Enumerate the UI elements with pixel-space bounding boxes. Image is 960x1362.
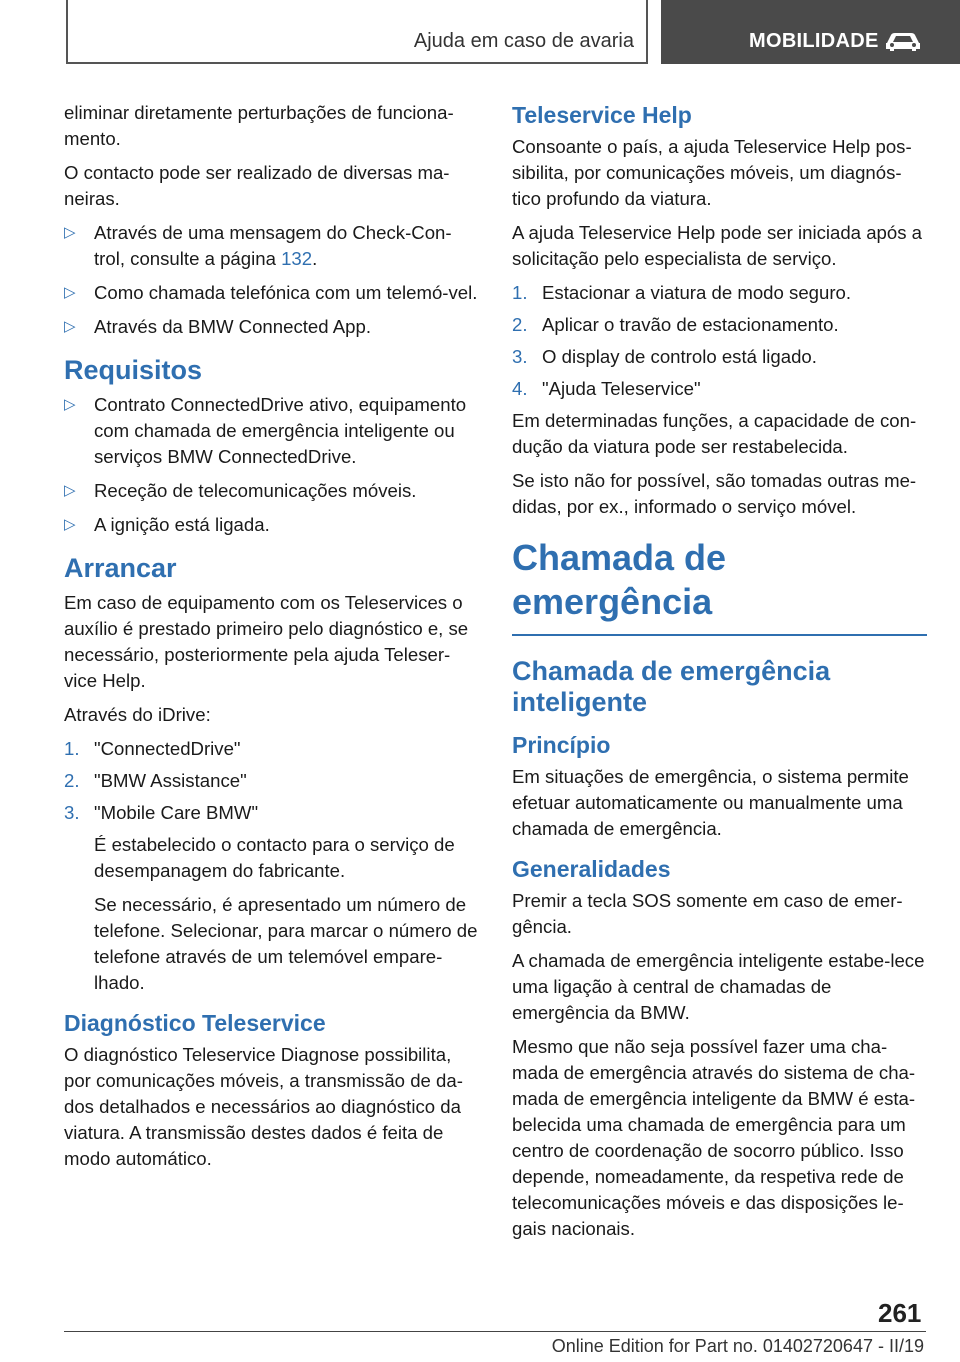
list-item <box>64 512 479 538</box>
teleservice-help-heading: Teleservice Help <box>512 102 692 128</box>
list-item <box>512 344 927 370</box>
triangle-bullet-icon: ▷ <box>64 284 76 301</box>
triangle-bullet-icon: ▷ <box>64 396 76 413</box>
arrancar-paragraph: Em caso de equipamento com os Teleservices o auxílio é prestado primeiro pelo diagnóstico e, se necessário, posteriormente pela ajuda Teleser-vice Help. <box>64 592 469 691</box>
step-number: 3. <box>512 346 528 367</box>
list-item-text: Contrato ConnectedDrive ativo, equipamento com chamada de emergência inteligente ou serviços BMW ConnectedDrive. <box>94 394 467 467</box>
requisitos-heading: Requisitos <box>64 355 203 385</box>
page-number: 261 <box>878 1298 922 1328</box>
teleservice-paragraph: A ajuda Teleservice Help pode ser iniciada após a solicitação pelo especialista de serviço. <box>512 222 923 269</box>
triangle-bullet-icon: ▷ <box>64 516 76 533</box>
step-number: 4. <box>512 378 528 399</box>
list-item <box>64 736 479 762</box>
step-number: 2. <box>64 770 80 791</box>
step-note: É estabelecido o contacto para o serviço de desempanagem do fabricante. <box>94 834 455 881</box>
header-section-box <box>66 0 648 64</box>
arrancar-heading: Arrancar <box>64 553 177 583</box>
list-item <box>64 220 479 272</box>
list-item <box>64 800 479 826</box>
step-text: "BMW Assistance" <box>94 770 247 791</box>
step-number: 1. <box>64 738 80 759</box>
requisitos-list <box>64 392 479 538</box>
triangle-bullet-icon: ▷ <box>64 224 76 241</box>
list-item <box>512 280 927 306</box>
edition-footer: Online Edition for Part no. 01402720647 - II/19 <box>551 1336 924 1356</box>
diagnostico-paragraph: O diagnóstico Teleservice Diagnose possibilita, por comunicações móveis, a transmissão de da-dos detalhados e necessários ao diagnóstico da viatura. A transmissão destes dados é feita de modo automático. <box>64 1044 463 1169</box>
list-item-text: Como chamada telefónica com um telemó-vel. <box>94 282 478 303</box>
step-text: "Mobile Care BMW" <box>94 802 259 823</box>
list-item <box>64 768 479 794</box>
step-number: 2. <box>512 314 528 335</box>
car-icon <box>883 29 923 53</box>
section-title: Ajuda em caso de avaria <box>413 30 634 52</box>
intro-paragraph: eliminar diretamente perturbações de funciona-mento. <box>64 102 454 149</box>
principio-paragraph: Em situações de emergência, o sistema permite efetuar automaticamente ou manualmente uma chamada de emergência. <box>512 766 909 839</box>
principio-heading: Princípio <box>512 732 611 758</box>
list-item <box>64 314 479 340</box>
triangle-bullet-icon: ▷ <box>64 482 76 499</box>
page-header <box>0 0 960 66</box>
chapter-tab <box>661 0 960 64</box>
step-number: 1. <box>512 282 528 303</box>
list-item <box>64 392 479 470</box>
emergency-call-title: Chamada de emergência <box>512 536 927 636</box>
contact-methods-list <box>64 220 479 340</box>
list-item <box>64 280 479 306</box>
teleservice-paragraph: Se isto não for possível, são tomadas outras me-didas, por ex., informado o serviço móvel. <box>512 470 917 517</box>
list-item <box>512 376 927 402</box>
step-text: O display de controlo está ligado. <box>542 346 817 367</box>
step-text: "ConnectedDrive" <box>94 738 241 759</box>
diagnostico-heading: Diagnóstico Teleservice <box>64 1010 326 1036</box>
teleservice-paragraph: Em determinadas funções, a capacidade de con-dução da viatura pode ser restabelecida. <box>512 410 917 457</box>
intelligent-emergency-heading: Chamada de emergência inteligente <box>512 656 831 717</box>
idrive-steps-list <box>64 736 479 826</box>
chapter-title: MOBILIDADE <box>749 30 879 52</box>
list-item-text: Receção de telecomunicações móveis. <box>94 480 417 501</box>
list-item-text: Através de uma mensagem do Check-Con-trol, consulte a página <box>94 222 452 269</box>
step-text: Estacionar a viatura de modo seguro. <box>542 282 852 303</box>
step-note: Se necessário, é apresentado um número de telefone. Selecionar, para marcar o número de telefone através de um telemóvel empare-lhado. <box>94 894 478 993</box>
list-item-text: Através da BMW Connected App. <box>94 316 371 337</box>
step-text: Aplicar o travão de estacionamento. <box>542 314 839 335</box>
teleservice-paragraph: Consoante o país, a ajuda Teleservice Help pos-sibilita, por comunicações móveis, um diagnós-tico profundo da viatura. <box>512 136 912 209</box>
footer-divider <box>64 1331 926 1332</box>
generalidades-paragraph: Premir a tecla SOS somente em caso de emer-gência. <box>512 890 903 937</box>
step-text: "Ajuda Teleservice" <box>542 378 701 399</box>
generalidades-paragraph: Mesmo que não seja possível fazer uma cha-mada de emergência através do sistema de cha-mada de emergência inteligente da BMW é esta-belecida uma chamada de emergência para um centro de coordenação de socorro público. Isso depende, nomeadamente, da respetiva rede de telecomunicações móveis e das disposições le-gais nacionais. <box>512 1036 916 1239</box>
generalidades-paragraph: A chamada de emergência inteligente estabe-lece uma ligação à central de chamadas de emergência da BMW. <box>512 950 925 1023</box>
step-number: 3. <box>64 802 80 823</box>
idrive-paragraph: Através do iDrive: <box>64 704 211 725</box>
list-item-text: A ignição está ligada. <box>94 514 270 535</box>
list-item <box>512 312 927 338</box>
generalidades-heading: Generalidades <box>512 856 671 882</box>
teleservice-steps-list <box>512 280 927 402</box>
contact-paragraph: O contacto pode ser realizado de diversas ma-neiras. <box>64 162 450 209</box>
page-reference-link[interactable]: 132 <box>281 248 313 269</box>
left-column <box>64 100 479 1180</box>
triangle-bullet-icon: ▷ <box>64 318 76 335</box>
list-item <box>64 478 479 504</box>
right-column <box>512 100 927 1250</box>
list-item-end: . <box>312 248 318 269</box>
